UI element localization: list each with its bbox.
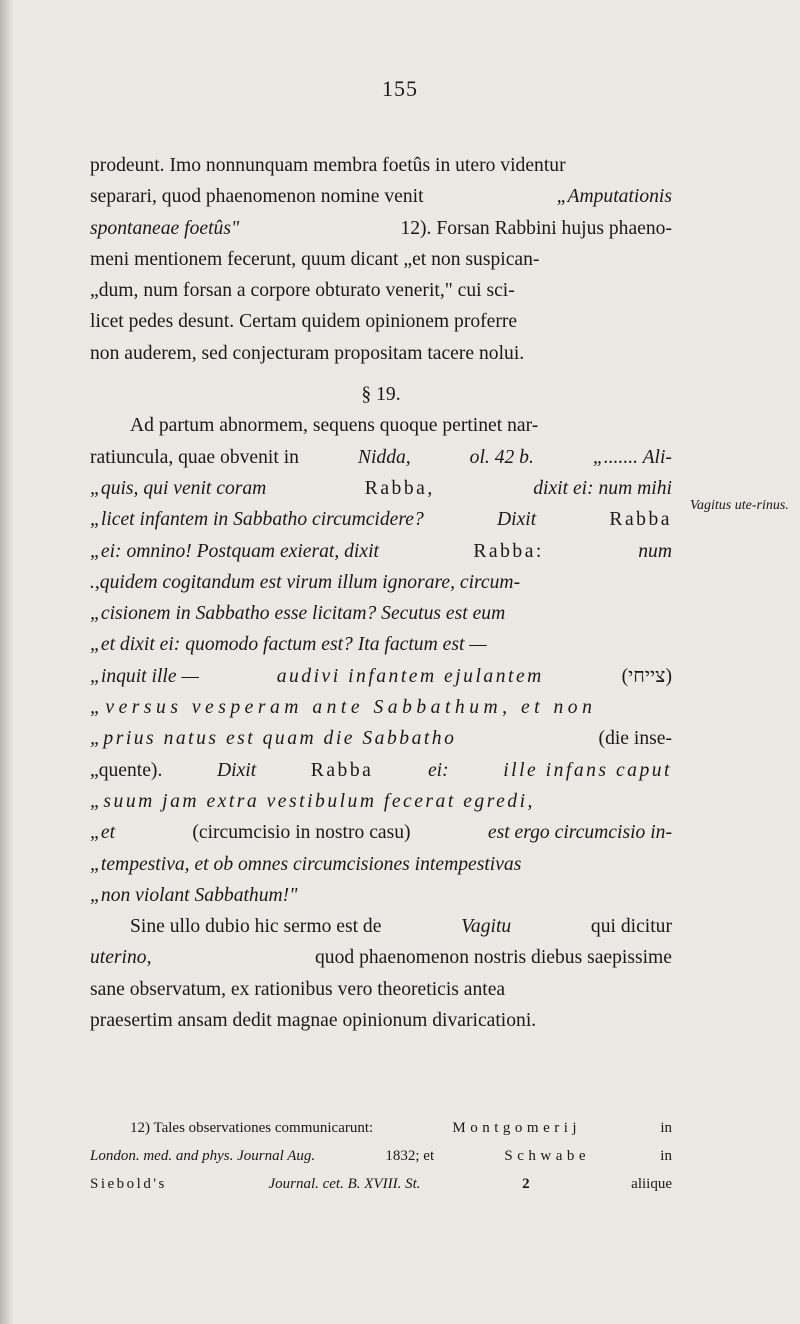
- italic-quote: „licet infantem in Sabbatho circumcidere?: [90, 509, 424, 531]
- text-span: 2: [522, 1176, 530, 1192]
- page-number: 155: [382, 76, 418, 101]
- text-span: „dum, num forsan a corpore obturato venerit," cui sci-: [90, 280, 515, 302]
- italic-term: Vagitu: [461, 916, 512, 938]
- italic-term: spontaneae foetûs": [90, 217, 240, 239]
- hebrew-word: (צייחי): [621, 665, 672, 687]
- text-line: [90, 598, 672, 629]
- footnote-line: [90, 1114, 672, 1142]
- text-span: qui dicitur: [590, 916, 672, 938]
- text-line: [90, 880, 672, 911]
- text-line: [90, 473, 672, 504]
- journal-title: London. med. and phys. Journal Aug.: [90, 1148, 316, 1164]
- text-span: sane observatum, ex rationibus vero theoreticis antea: [90, 978, 506, 1000]
- text-span: 1832; et: [385, 1148, 435, 1164]
- footnote: [90, 1114, 672, 1198]
- text-span: non auderem, sed conjecturam propositam tacere nolui.: [90, 342, 525, 364]
- spaced-italic-quote: audivi infantem ejulantem: [276, 665, 544, 687]
- italic-quote: dixit ei: num mihi: [533, 477, 672, 499]
- text-span: 12). Forsan Rabbini hujus phaeno-: [400, 217, 672, 239]
- italic-quote: „cisionem in Sabbatho esse licitam? Secutus est eum: [90, 603, 506, 625]
- text-line: [90, 723, 672, 754]
- italic-quote: „non violant Sabbathum!": [90, 884, 298, 906]
- text-span: prodeunt. Imo nonnunquam membra foetûs in utero videntur: [90, 155, 566, 176]
- italic-quote: „ei: omnino! Postquam exierat, dixit: [90, 540, 379, 562]
- section-heading: § 19.: [361, 384, 401, 406]
- spaced-italic-quote: „suum jam extra vestibulum fecerat egredi,: [90, 790, 535, 812]
- text-line: [90, 786, 672, 817]
- text-line: [90, 306, 672, 337]
- text-line: [90, 536, 672, 567]
- text-line: [90, 1005, 672, 1036]
- text-span: in: [660, 1148, 672, 1164]
- text-line: [90, 974, 672, 1005]
- italic-term: „....... Ali-: [592, 446, 672, 468]
- text-line: [90, 442, 672, 473]
- text-span: in: [660, 1120, 672, 1136]
- text-span: (die inse-: [598, 728, 672, 750]
- text-line: [90, 504, 672, 535]
- text-span: separari, quod phaenomenon nomine venit: [90, 186, 424, 208]
- text-span: (circumcisio in nostro casu): [192, 822, 411, 844]
- text-span: praesertim ansam dedit magnae opinionum divaricationi.: [90, 1010, 537, 1032]
- italic-quote: .,quidem cogitandum est virum illum ignorare, circum-: [90, 571, 521, 593]
- italic-quote: „inquit ille —: [90, 665, 199, 687]
- text-line: [90, 244, 672, 275]
- text-span: 12) Tales observationes communicarunt:: [130, 1120, 374, 1136]
- italic-quote: num: [638, 540, 672, 562]
- text-line: [90, 150, 672, 181]
- text-line: [90, 213, 672, 244]
- spaced-name: Siebold's: [90, 1176, 167, 1192]
- journal-title: Journal. cet. B. XVIII. St.: [268, 1176, 421, 1192]
- italic-quote: „tempestiva, et ob omnes circumcisiones intempestivas: [90, 853, 522, 875]
- text-span: quod phaenomenon nostris diebus saepissime: [315, 947, 672, 969]
- text-span: aliique: [631, 1176, 672, 1192]
- text-span: ratiuncula, quae obvenit in: [90, 446, 299, 468]
- spaced-name: Montgomerij: [452, 1120, 582, 1136]
- text-line: [90, 817, 672, 848]
- italic-quote: „et: [90, 822, 116, 844]
- footnote-line: [90, 1142, 672, 1170]
- text-span: licet pedes desunt. Certam quidem opinionem proferre: [90, 311, 518, 333]
- margin-note: Vagitus ute-rinus.: [690, 498, 789, 513]
- text-line: [90, 567, 672, 598]
- spaced-italic-quote: „prius natus est quam die Sabbatho: [90, 728, 457, 750]
- italic-quote: ei:: [427, 759, 449, 781]
- italic-quote: est ergo circumcisio in-: [487, 822, 672, 844]
- main-text: [90, 150, 672, 1036]
- text-span: „quente).: [90, 759, 163, 781]
- text-line: [90, 661, 672, 692]
- page-binding-edge: [0, 0, 14, 1324]
- italic-term: „Amputationis: [556, 186, 672, 208]
- spaced-name: Rabba: [609, 509, 672, 531]
- source-title: Nidda,: [357, 446, 411, 468]
- folio-reference: ol. 42 b.: [469, 446, 534, 468]
- text-span: Sine ullo dubio hic sermo est de: [130, 916, 382, 938]
- text-line: [90, 942, 672, 973]
- spaced-italic-quote: ille infans caput: [503, 759, 672, 781]
- section-heading-line: [90, 379, 672, 410]
- spaced-name: Rabba: [310, 759, 374, 781]
- text-line: [90, 911, 672, 942]
- text-span: Ad partum abnormem, sequens quoque pertinet nar-: [130, 415, 539, 437]
- text-line: [90, 849, 672, 880]
- text-line: [90, 181, 672, 212]
- footnote-line: [90, 1170, 672, 1198]
- italic-quote: Dixit: [216, 759, 257, 781]
- italic-quote: „et dixit ei: quomodo factum est? Ita factum est —: [90, 634, 487, 656]
- spaced-name: Schwabe: [504, 1148, 591, 1164]
- italic-quote: „quis, qui venit coram: [90, 477, 267, 499]
- spaced-name: Rabba:: [473, 540, 544, 562]
- text-line: [90, 338, 672, 369]
- italic-term: uterino,: [90, 947, 152, 969]
- text-line: [90, 629, 672, 660]
- text-span: meni mentionem fecerunt, quum dicant „et non suspican-: [90, 248, 540, 270]
- spaced-italic-quote: „versus vesperam ante Sabbathum, et non: [90, 697, 597, 719]
- spaced-name: Rabba,: [364, 477, 435, 499]
- text-line: [90, 410, 672, 441]
- italic-quote: Dixit: [497, 509, 537, 531]
- text-line: [90, 692, 672, 723]
- text-line: [90, 275, 672, 306]
- text-line: [90, 755, 672, 786]
